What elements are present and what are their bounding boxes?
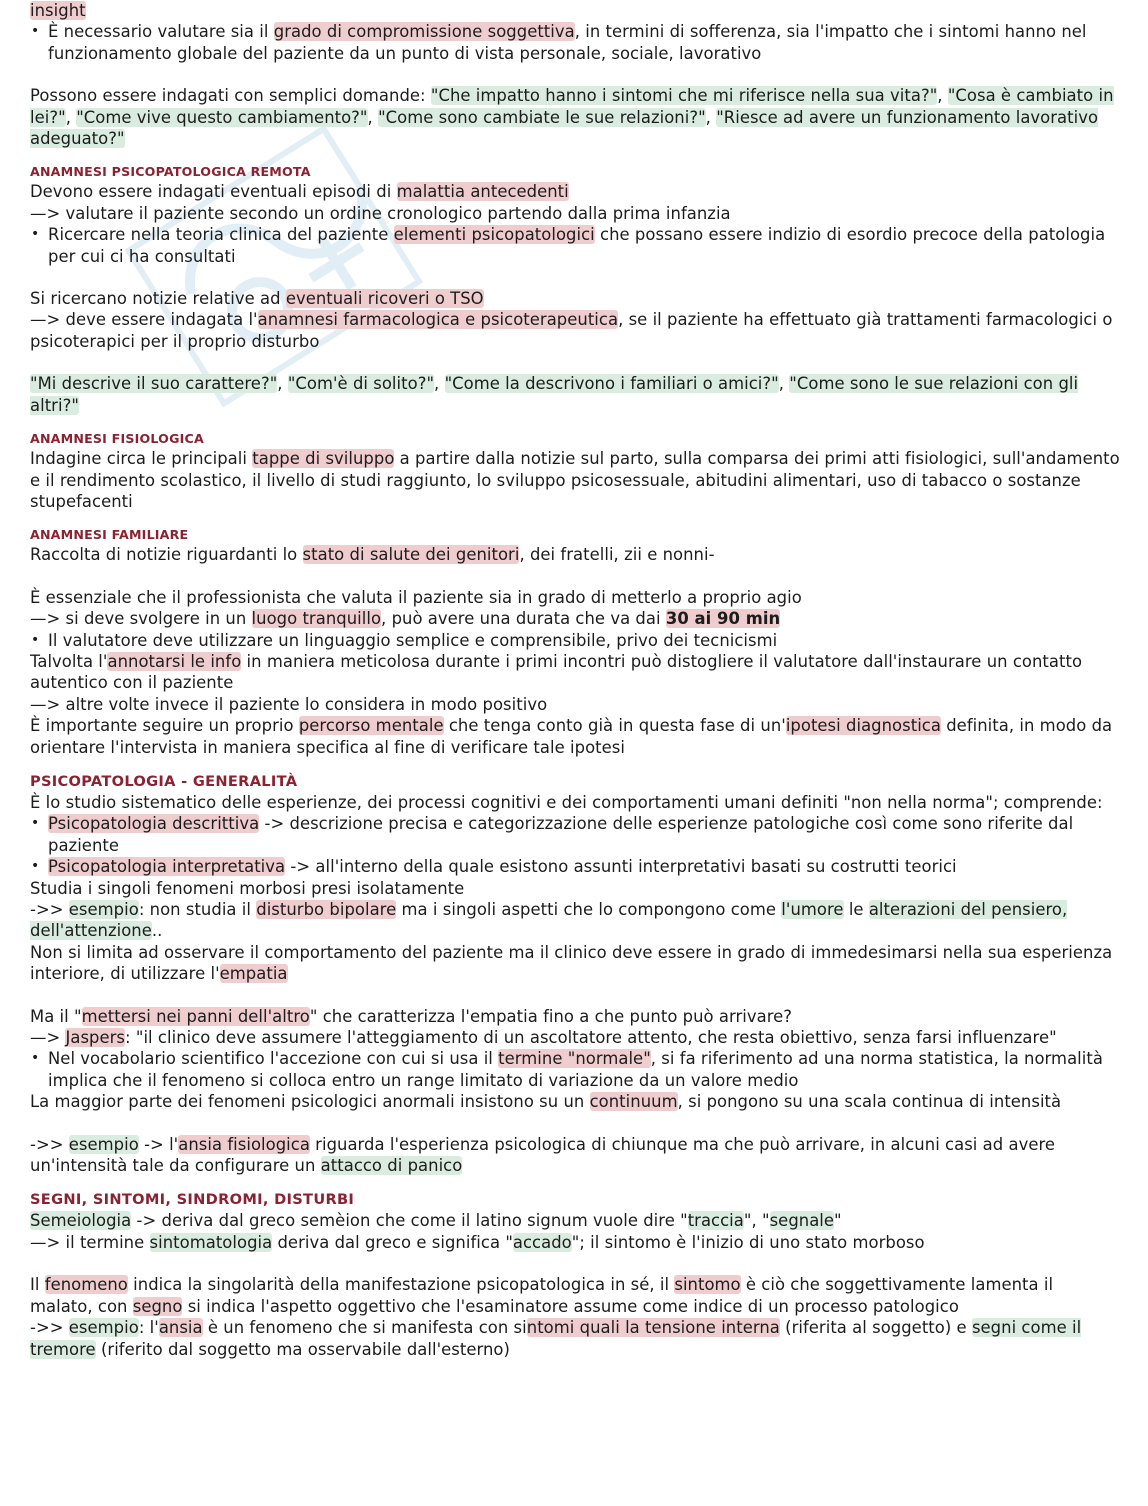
paragraph-carattere: "Mi descrive il suo carattere?", "Com'è di solito?", "Come la descrivono i familiari o amici?", "Come sono le sue relazioni con gli altri?": [30, 374, 1079, 415]
paragraph-esempio-bipolare: ->> esempio: non studia il disturbo bipolare ma i singoli aspetti che lo compongono come l'umore le alterazioni del pensiero, dell'attenzione..: [30, 900, 1068, 941]
paragraph-agio: È essenziale che il professionista che valuta il paziente sia in grado di metterlo a proprio agio: [30, 587, 802, 607]
paragraph-positivo: —> altre volte invece il paziente lo considera in modo positivo: [30, 694, 548, 714]
bullet-elementi: • Ricercare nella teoria clinica del paziente elementi psicopatologici che possano essere indizio di esordio precoce della patologia per cui ci ha consultati: [30, 224, 1120, 267]
paragraph-remota-1: Devono essere indagati eventuali episodi di malattia antecedenti: [30, 182, 569, 202]
bullet-descrittiva: • Psicopatologia descrittiva -> descrizione precisa e categorizzazione delle esperienze patologiche così come sono riferite dal paziente: [30, 813, 1120, 856]
paragraph-farmacologica: —> deve essere indagata l'anamnesi farmacologica e psicoterapeutica, se il paziente ha effettuato già trattamenti farmacologici o psicoterapici per il proprio disturbo: [30, 310, 1113, 351]
heading-anamnesi-remota: ANAMNESI PSICOPATOLOGICA REMOTA: [30, 164, 311, 180]
paragraph-ricoveri: Si ricercano notizie relative ad eventuali ricoveri o TSO: [30, 289, 484, 309]
paragraph-remota-2: —> valutare il paziente secondo un ordine cronologico partendo dalla prima infanzia: [30, 203, 731, 223]
line-insight: insight: [30, 1, 86, 20]
paragraph-fenomeno: Il fenomeno indica la singolarità della manifestazione psicopatologica in sé, il sintomo è ciò che soggettivamente lamenta il malato, con segno si indica l'aspetto oggettivo che l'esaminatore assume come indice di un processo patologico: [30, 1275, 1054, 1316]
paragraph-panni: Ma il "mettersi nei panni dell'altro" che caratterizza l'empatia fino a che punto può arrivare?: [30, 1006, 793, 1026]
heading-psicopatologia: PSICOPATOLOGIA - GENERALITÀ: [30, 772, 298, 790]
paragraph-studio: È lo studio sistematico delle esperienze, dei processi cognitivi e dei comportamenti umani definiti "non nella norma"; comprende:: [30, 792, 1103, 812]
paragraph-continuum: La maggior parte dei fenomeni psicologici anormali insistono su un continuum, si pongono su una scala continua di intensità: [30, 1092, 1062, 1112]
document-page: [30, 0, 1120, 1360]
heading-segni-sintomi: SEGNI, SINTOMI, SINDROMI, DISTURBI: [30, 1191, 355, 1209]
bullet-linguaggio: • Il valutatore deve utilizzare un linguaggio semplice e comprensibile, privo dei tecnicismi: [30, 630, 1120, 651]
bullet-interpretativa: • Psicopatologia interpretativa -> all'interno della quale esistono assunti interpretativi basati su costrutti teorici: [30, 856, 1120, 877]
bullet-compromissione: • È necessario valutare sia il grado di compromissione soggettiva, in termini di sofferenza, sia l'impatto che i sintomi hanno nel funzionamento globale del paziente da un punto di vista personale, sociale, lavorativo: [30, 21, 1120, 64]
paragraph-fisiologica: Indagine circa le principali tappe di sviluppo a partire dalla notizie sul parto, sulla comparsa dei primi atti fisiologici, sull'andamento e il rendimento scolastico, il livello di studi raggiunto, lo sviluppo psicosessuale, abitudini alimentari, uso di tabacco o sostanze stupefacenti: [30, 449, 1120, 511]
paragraph-percorso: È importante seguire un proprio percorso mentale che tenga conto già in questa fase di un'ipotesi diagnostica definita, in modo da orientare l'intervista in maniera specifica al fine di verificare tale ipotesi: [30, 716, 1113, 757]
paragraph-familiare: Raccolta di notizie riguardanti lo stato di salute dei genitori, dei fratelli, zii e nonni-: [30, 545, 715, 565]
paragraph-empatia: Non si limita ad osservare il comportamento del paziente ma il clinico deve essere in grado di immedesimarsi nella sua esperienza interiore, di utilizzare l'empatia: [30, 942, 1113, 984]
paragraph-jaspers: —> Jaspers: "il clinico deve assumere l'atteggiamento di un ascoltatore attento, che resta obiettivo, senza farsi influenzare": [30, 1028, 1057, 1048]
paragraph-esempio-tremore: ->> esempio: l'ansia è un fenomeno che si manifesta con sintomi quali la tensione interna (riferita al soggetto) e segni come il tremore (riferito dal soggetto ma osservabile dall'esterno): [30, 1318, 1082, 1359]
paragraph-singoli: Studia i singoli fenomeni morbosi presi isolatamente: [30, 878, 465, 898]
heading-anamnesi-fisiologica: ANAMNESI FISIOLOGICA: [30, 431, 204, 447]
paragraph-esempio-ansia: ->> esempio -> l'ansia fisiologica riguarda l'esperienza psicologica di chiunque ma che può arrivare, in alcuni casi ad avere un'intensità tale da configurare un attacco di panico: [30, 1134, 1056, 1176]
paragraph-semeiologia: Semeiologia -> deriva dal greco semèion che come il latino signum vuole dire "traccia", "segnale": [30, 1211, 842, 1231]
heading-anamnesi-familiare: ANAMNESI FAMILIARE: [30, 527, 189, 543]
paragraph-luogo: —> si deve svolgere in un luogo tranquillo, può avere una durata che va dai 30 ai 90 min: [30, 609, 781, 629]
bullet-normale: • Nel vocabolario scientifico l'accezione con cui si usa il termine "normale", si fa riferimento ad una norma statistica, la normalità implica che il fenomeno si colloca entro un range limitato di variazione da un valore medio: [30, 1048, 1120, 1091]
paragraph-sintomatologia: —> il termine sintomatologia deriva dal greco e significa "accado"; il sintomo è l'inizio di uno stato morboso: [30, 1232, 925, 1252]
paragraph-domande: Possono essere indagati con semplici domande: "Che impatto hanno i sintomi che mi riferisce nella sua vita?", "Cosa è cambiato in lei?", "Come vive questo cambiamento?", "Come sono cambiate le sue relazioni?", "Riesce ad avere un funzionamento lavorativo adeguato?": [30, 86, 1114, 149]
paragraph-annotarsi: Talvolta l'annotarsi le info in maniera meticolosa durante i primi incontri può distogliere il valutatore dall'instaurare un contatto autentico con il paziente: [30, 651, 1083, 693]
